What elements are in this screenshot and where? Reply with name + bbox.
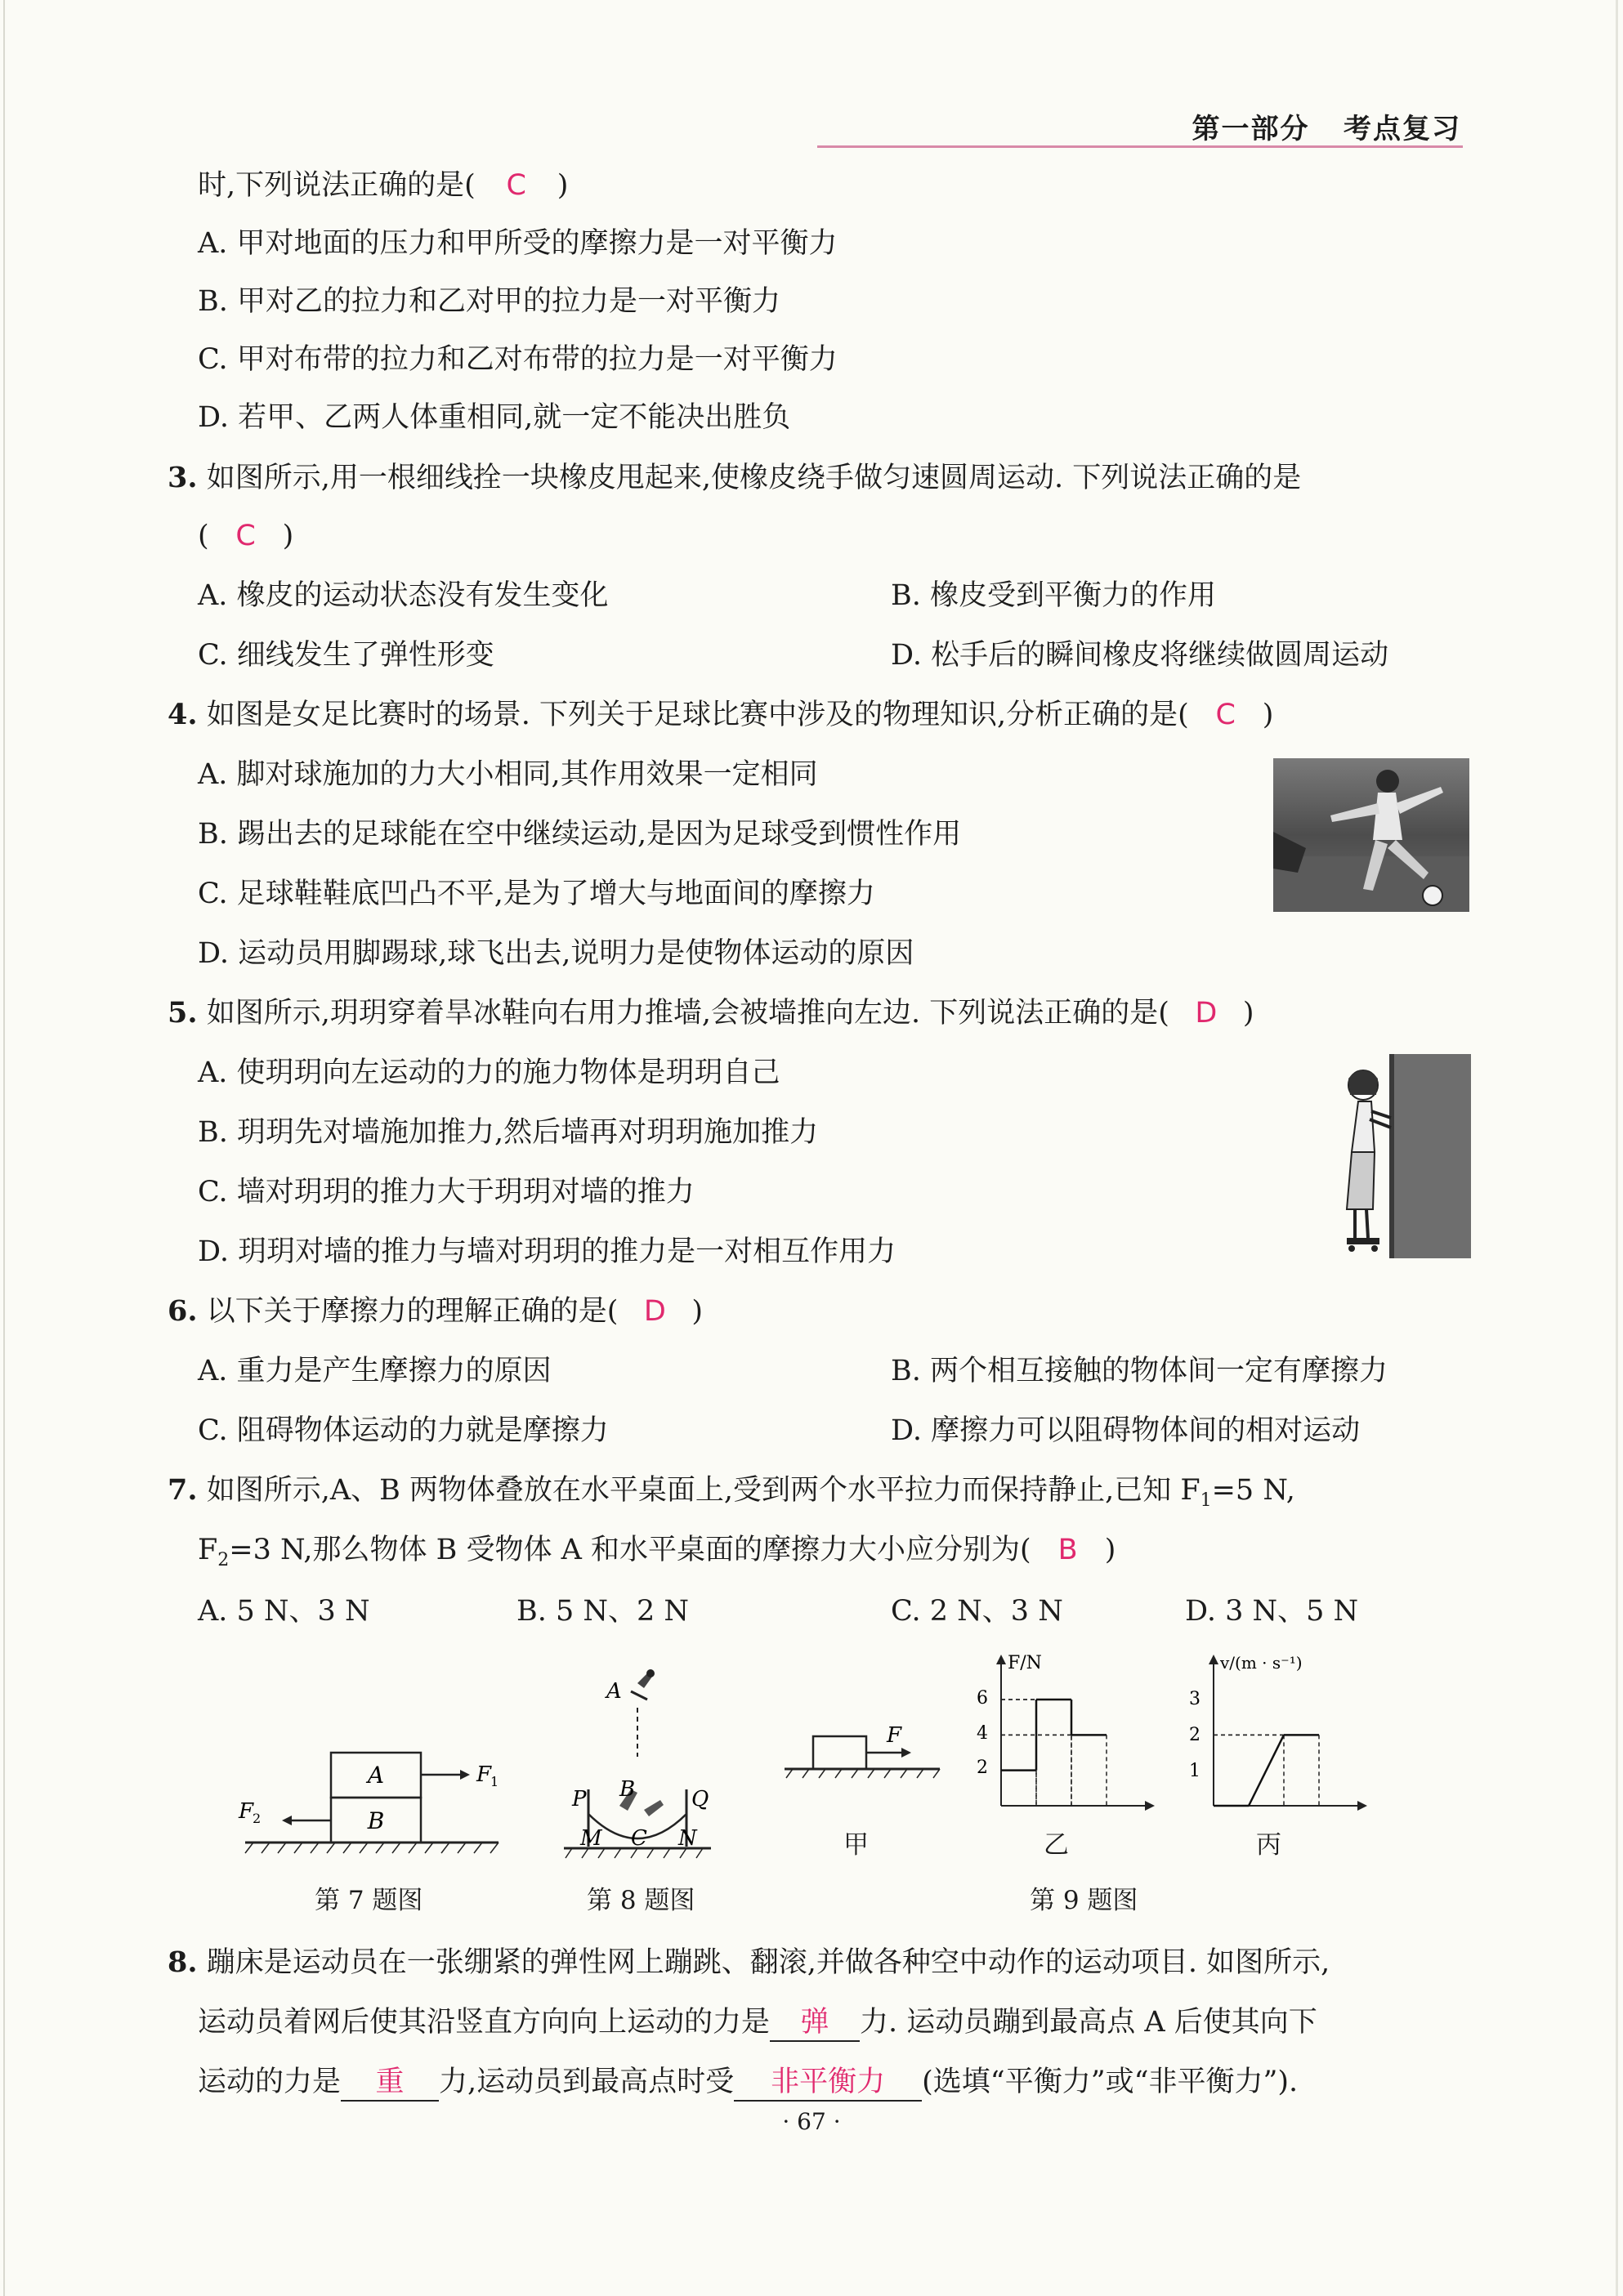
figure-9-bing-chart [1181,1651,1393,1814]
bing-ytick-2: 2 [1189,1725,1200,1745]
yi-ytick-2: 2 [977,1758,988,1778]
q5-option-a: A. 使玥玥向左运动的力的施力物体是玥玥自己 [198,1056,780,1089]
figure-7 [229,1716,507,1863]
q6-answer: D [643,1295,666,1328]
page-number: · 67 · [782,2108,841,2135]
q2-answer: C [506,169,526,202]
q8-line1: 8. 蹦床是运动员在一张绷紧的弹性网上蹦跳、翻滚,并做各种空中动作的运动项目. 如图所示, [168,1945,1330,1979]
q7-option-b: B. 5 N、2 N [516,1595,690,1628]
q7-option-c: C. 2 N、3 N [891,1595,1063,1628]
q7-option-a: A. 5 N、3 N [198,1595,370,1628]
fig7-label-b: B [367,1807,385,1834]
fig7-f1-sub: 1 [490,1774,499,1789]
skater-wall-illustration [1340,1054,1471,1258]
q7-stem-line2: $F_2=3$ N,那么物体 B 受物体 A 和水平桌面的摩擦力大小应分别为( B ) [198,1534,1116,1570]
q6-number: 6. [168,1294,198,1328]
fig8-label-c: C [631,1826,647,1851]
soccer-photo [1273,758,1469,912]
q3-option-b: B. 橡皮受到平衡力的作用 [891,579,1216,612]
yi-ylabel: F/N [1008,1653,1042,1673]
fig9-jia-force: F [887,1723,902,1748]
fig8-label-m: M [580,1826,602,1851]
yi-ytick-6: 6 [977,1688,988,1709]
q2-option-a: A. 甲对地面的压力和甲所受的摩擦力是一对平衡力 [198,227,838,260]
scan-edge-right [1616,0,1618,2296]
header-section: 第一部分 [1192,113,1310,145]
bing-ytick-3: 3 [1189,1689,1200,1709]
fig7-f1: F [476,1762,492,1787]
q7-answer: B [1057,1534,1078,1566]
header-rule [817,145,1463,148]
figure-9-yi-chart [968,1651,1165,1814]
q2-option-b: B. 甲对乙的拉力和乙对甲的拉力是一对平衡力 [198,285,780,318]
q7-stem-line1: 7. 如图所示,A、B 两物体叠放在水平桌面上,受到两个水平拉力而保持静止,已知 $F_1=5$ N, [168,1473,1295,1511]
q3-stem: 3. 如图所示,用一根细线拴一块橡皮甩起来,使橡皮绕手做匀速圆周运动. 下列说法正确的是 [168,461,1302,494]
page-header [1192,106,1461,146]
q8-blank-3: 非平衡力 [734,2064,922,2102]
q4-number: 4. [168,698,198,731]
q3-option-a: A. 橡皮的运动状态没有发生变化 [198,579,609,612]
q4-option-b: B. 踢出去的足球能在空中继续运动,是因为足球受到惯性作用 [198,818,962,851]
q6-option-a: A. 重力是产生摩擦力的原因 [198,1355,552,1387]
q4-stem: 4. 如图是女足比赛时的场景. 下列关于足球比赛中涉及的物理知识,分析正确的是( C ) [168,698,1274,731]
q5-option-d: D. 玥玥对墙的推力与墙对玥玥的推力是一对相互作用力 [198,1235,896,1268]
q8-line3: 运动的力是 重 力,运动员到最高点时受 非平衡力 (选填“平衡力”或“非平衡力”). [198,2064,1298,2102]
q3-answer-line: ( C ) [198,520,294,552]
fig8-label-a: A [606,1679,622,1704]
q4-option-c: C. 足球鞋鞋底凹凸不平,是为了增大与地面间的摩擦力 [198,878,875,910]
fig8-label-q: Q [691,1787,709,1811]
q4-option-d: D. 运动员用脚踢球,球飞出去,说明力是使物体运动的原因 [198,937,914,970]
fig8-label-b: B [619,1777,636,1802]
fig8-caption: 第 8 题图 [587,1886,695,1915]
q6-stem: 6. 以下关于摩擦力的理解正确的是( D ) [168,1294,703,1328]
bing-ytick-1: 1 [1189,1761,1200,1781]
q3-answer: C [235,520,256,552]
q3-number: 3. [168,461,198,494]
bing-series-segment [1249,1735,1284,1806]
q6-option-d: D. 摩擦力可以阻碍物体间的相对运动 [891,1414,1361,1447]
fig8-label-p: P [572,1787,587,1811]
q4-answer: C [1215,699,1236,731]
figure-8 [556,1667,719,1867]
header-title: 考点复习 [1344,113,1461,145]
fig9-bing-label: 丙 [1256,1830,1281,1860]
q4-option-a: A. 脚对球施加的力大小相同,其作用效果一定相同 [198,758,818,791]
q7-option-d: D. 3 N、5 N [1185,1595,1359,1628]
fig7-f2: F [239,1799,254,1824]
q6-option-c: C. 阻碍物体运动的力就是摩擦力 [198,1414,609,1447]
yi-ytick-4: 4 [977,1723,988,1744]
q3-option-c: C. 细线发生了弹性形变 [198,639,494,672]
q6-option-b: B. 两个相互接触的物体间一定有摩擦力 [891,1355,1388,1387]
fig7-label-a: A [367,1762,385,1789]
fig9-jia-label: 甲 [843,1830,869,1860]
q7-number: 7. [168,1473,198,1507]
figure-9-jia [780,1716,944,1814]
fig8-label-n: N [678,1826,697,1851]
q2-option-d: D. 若甲、乙两人体重相同,就一定不能决出胜负 [198,401,791,434]
fig9-yi-label: 乙 [1044,1830,1069,1860]
q5-answer: D [1195,997,1218,1030]
q8-number: 8. [168,1945,198,1979]
bing-ylabel: v/(m · s⁻¹) [1220,1653,1303,1673]
q5-stem: 5. 如图所示,玥玥穿着旱冰鞋向右用力推墙,会被墙推向左边. 下列说法正确的是( D ) [168,996,1254,1030]
q8-line2: 运动员着网后使其沿竖直方向向上运动的力是 弹 力. 运动员蹦到最高点 A 后使其向下 [198,2004,1317,2042]
q3-option-d: D. 松手后的瞬间橡皮将继续做圆周运动 [891,639,1389,672]
fig9-caption: 第 9 题图 [1030,1886,1138,1915]
q8-blank-1: 弹 [770,2004,860,2042]
q5-option-c: C. 墙对玥玥的推力大于玥玥对墙的推力 [198,1176,695,1208]
fig7-f2-sub: 2 [253,1811,262,1826]
fig7-caption: 第 7 题图 [315,1886,423,1915]
q5-option-b: B. 玥玥先对墙施加推力,然后墙再对玥玥施加推力 [198,1116,819,1149]
scan-edge-left [3,0,5,2296]
q5-number: 5. [168,996,198,1030]
q2-option-c: C. 甲对布带的拉力和乙对布带的拉力是一对平衡力 [198,343,838,376]
q8-blank-2: 重 [341,2064,439,2102]
q2-stem: 时,下列说法正确的是( C ) [198,169,569,202]
